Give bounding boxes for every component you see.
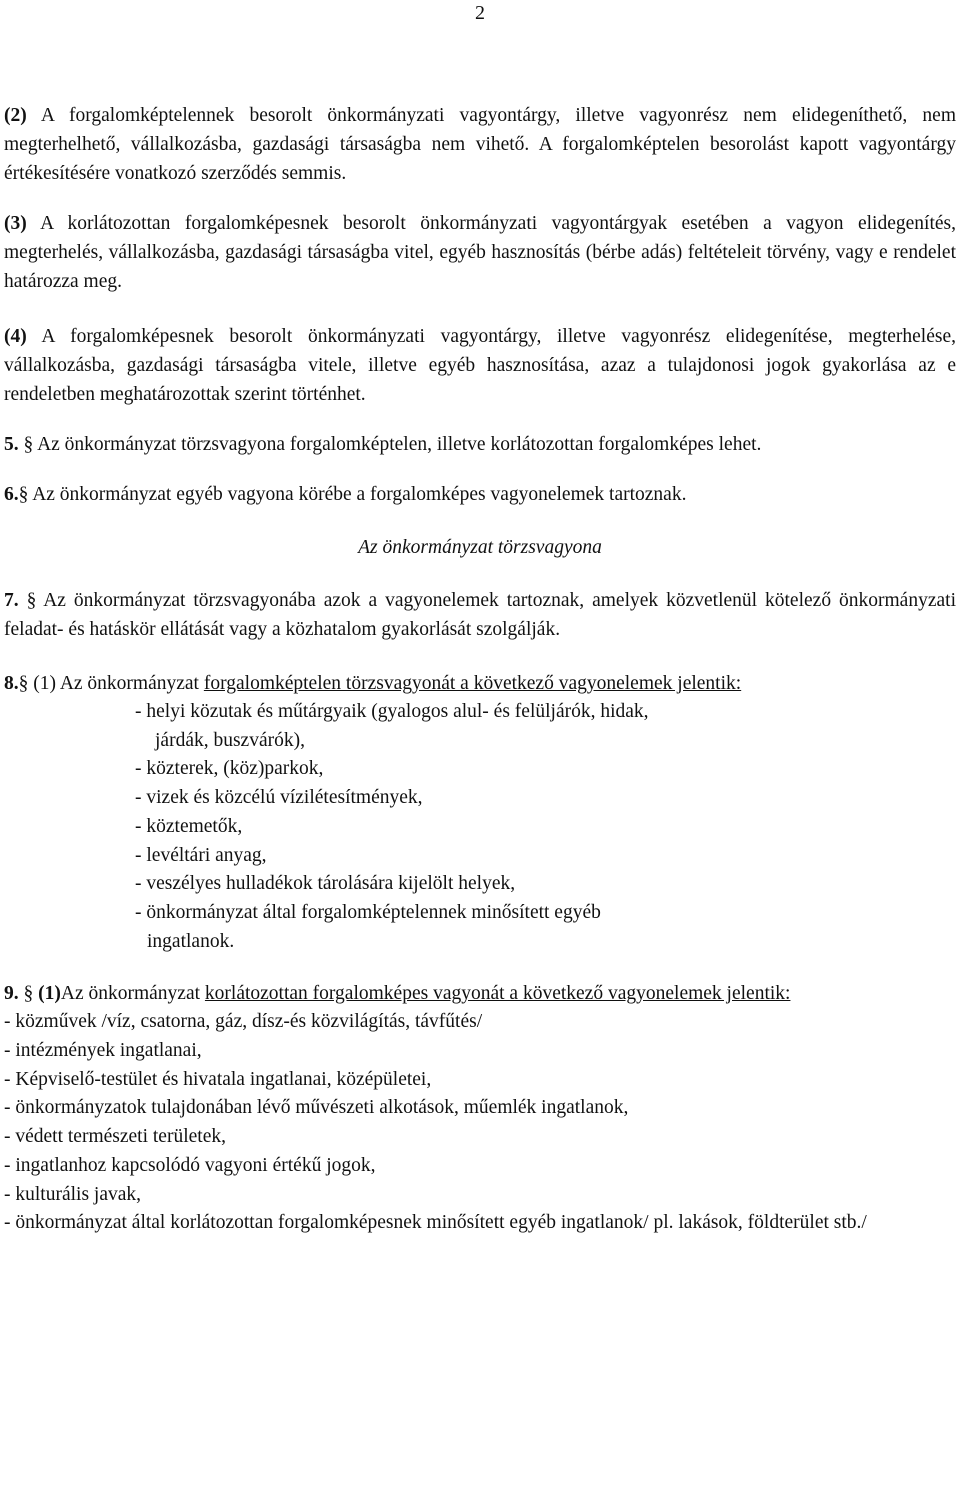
paragraph-text: A korlátozottan forgalomképesnek besorolt önkormányzati vagyontárgyak esetében a vagyon elidegenítés, megterhelés, vállalkozásba, gazdasági társaságba vitel, egyéb hasznosítás (bérbe adás) feltételeit törvény, vagy e rendelet határozza meg. xyxy=(4,213,956,292)
paragraph-2 xyxy=(4,101,956,188)
list-item-continuation: járdák, buszvárók), xyxy=(155,729,305,751)
forgalomkeptelen-list xyxy=(4,698,956,956)
paragraph-number: (3) xyxy=(4,213,27,234)
section-9 xyxy=(4,979,956,1238)
paragraph-text-continued: A forgalomképtelen besorolást kapott vagyontárgy értékesítésére vonatkozó szerződés semmis. xyxy=(4,134,956,184)
list-item: - vizek és közcélú vízilétesítmények, xyxy=(135,787,423,809)
list-item-continuation: ingatlanok. xyxy=(147,930,235,952)
underlined-text: forgalomképtelen törzsvagyonát a következő vagyonelemek jelentik: xyxy=(203,673,742,694)
paragraph-text: A forgalomképesnek besorolt önkormányzati vagyontárgy, illetve vagyonrész elidegenítése, megterhelése, vállalkozásba, gazdasági társaságba vitele, illetve egyéb hasznosítása, azaz a tulajdonosi jogok gyakorlása az e rendeletben meghatározottak szerint történhet. xyxy=(4,326,956,405)
section-8 xyxy=(4,669,956,956)
document-body xyxy=(4,101,956,1238)
section-number: 6. xyxy=(4,484,19,505)
section-7 xyxy=(4,586,956,644)
list-item: - önkormányzat által forgalomképtelennek minősített egyéb xyxy=(135,901,601,923)
list-item: - önkormányzatok tulajdonában lévő művészeti alkotások, műemlék ingatlanok, xyxy=(4,1097,629,1119)
section-text: Az önkormányzat törzsvagyona forgalomképtelen, illetve korlátozottan forgalomképes lehet. xyxy=(37,434,762,455)
section-sign: § xyxy=(23,983,34,1005)
list-item: - védett természeti területek, xyxy=(4,1126,226,1148)
section-6 xyxy=(4,480,956,509)
section-number: 8. xyxy=(4,673,19,694)
section-8-intro xyxy=(4,669,956,698)
section-text: Az önkormányzat xyxy=(59,673,199,694)
section-heading: Az önkormányzat törzsvagyona xyxy=(358,537,602,558)
list-item: - közterek, (köz)parkok, xyxy=(135,758,324,780)
page-number: 2 xyxy=(475,2,485,24)
section-sign: § xyxy=(23,434,34,455)
list-item: - veszélyes hulladékok tárolására kijelölt helyek, xyxy=(135,873,516,895)
underlined-text: korlátozottan forgalomképes vagyonát a következő vagyonelemek jelentik: xyxy=(204,983,791,1005)
list-item: - közművek /víz, csatorna, gáz, dísz-és közvilágítás, távfűtés/ xyxy=(4,1011,483,1033)
section-sign: § xyxy=(18,673,29,694)
section-number: 7. xyxy=(4,590,19,611)
list-item: - levéltári anyag, xyxy=(135,844,267,866)
section-text: Az önkormányzat xyxy=(60,983,201,1005)
list-item-last: - önkormányzat által korlátozottan forgalomképesnek minősített egyéb ingatlanok/ pl. lakások, földterület stb./ xyxy=(4,1212,867,1234)
list-item: - intézmények ingatlanai, xyxy=(4,1040,202,1062)
list-item: - helyi közutak és műtárgyaik (gyalogos alul- és felüljárók, hidak, xyxy=(135,701,649,722)
section-5 xyxy=(4,430,956,459)
paragraph-number: (4) xyxy=(4,326,27,347)
paragraph-4 xyxy=(4,322,956,409)
korlatozottan-forgalomkepes-list xyxy=(4,1008,956,1209)
list-item: - kulturális javak, xyxy=(4,1183,142,1205)
paragraph-3 xyxy=(4,209,956,296)
paragraph-text: A forgalomképtelennek besorolt önkormányzati vagyontárgy, illetve vagyonrész nem elidegeníthető, nem megterhelhető, vállalkozásba, gazdasági társaságba nem vihető. xyxy=(4,105,956,155)
section-text: Az önkormányzat törzsvagyonába azok a vagyonelemek tartoznak, amelyek közvetlenül kötelező önkormányzati feladat- és hatáskör ellátását vagy a közhatalom gyakorlását szolgálják. xyxy=(4,590,956,640)
subsection-number: (1) xyxy=(38,983,61,1005)
section-sign: § xyxy=(26,590,37,611)
section-9-intro xyxy=(4,979,956,1008)
subsection-number: (1) xyxy=(33,673,56,694)
list-item: - köztemetők, xyxy=(135,815,243,837)
paragraph-number: (2) xyxy=(4,105,27,126)
list-item: - ingatlanhoz kapcsolódó vagyoni értékű jogok, xyxy=(4,1154,376,1176)
list-item: - Képviselő-testület és hivatala ingatlanai, középületei, xyxy=(4,1068,432,1090)
section-number: 9. xyxy=(4,983,19,1005)
section-sign: § xyxy=(18,484,29,505)
section-text: Az önkormányzat egyéb vagyona körébe a forgalomképes vagyonelemek tartoznak. xyxy=(32,484,687,505)
section-number: 5. xyxy=(4,434,19,455)
